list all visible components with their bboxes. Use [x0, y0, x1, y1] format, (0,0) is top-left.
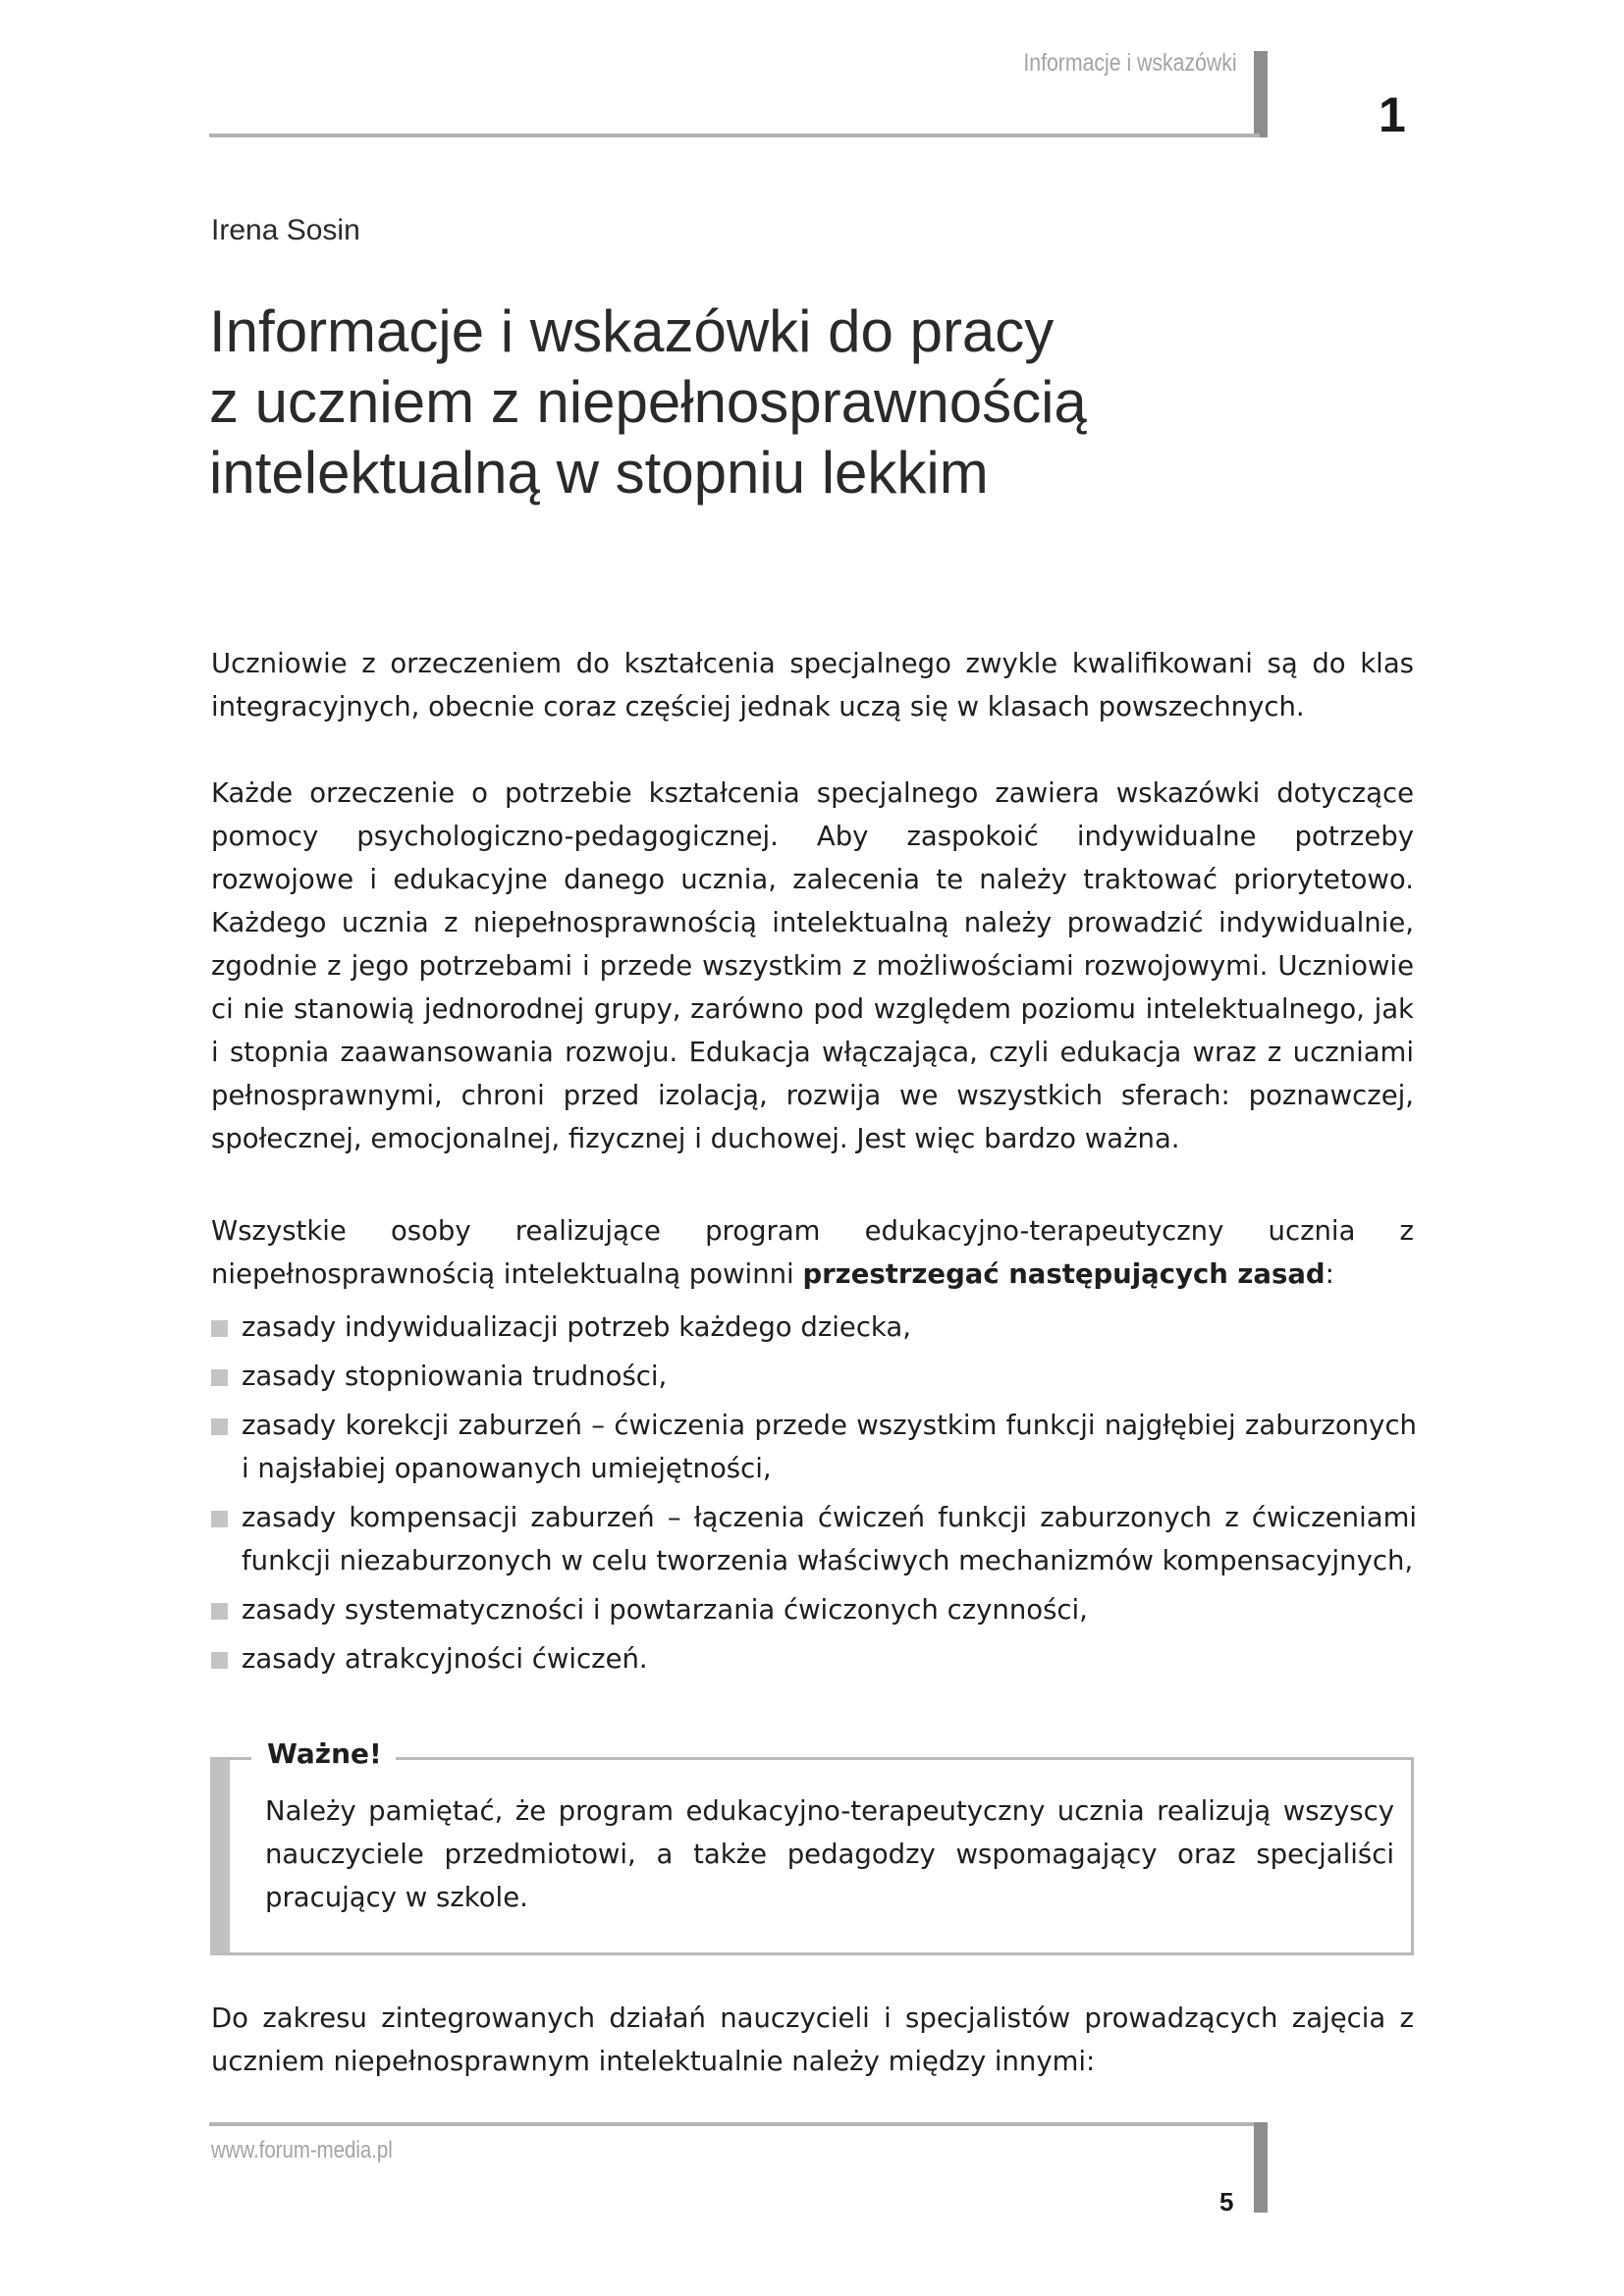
article-title [209, 296, 1289, 508]
list-item-text: zasady korekcji zaburzeń – ćwiczenia przede wszystkim funkcji najgłębiej zaburzonych i najsłabiej opanowanych umiejętności, [242, 1410, 1417, 1484]
square-bullet-icon [211, 1418, 228, 1435]
list-item-text: zasady systematyczności i powtarzania ćwiczonych czynności, [242, 1594, 1088, 1626]
header-divider [209, 133, 1260, 137]
rules-intro-colon: : [1325, 1258, 1334, 1290]
important-note-text: Należy pamiętać, że program edukacyjno-terapeutyczny ucznia realizują wszyscy nauczyciele przedmiotowi, a także pedagodzy wspomagający oraz specjaliści pracujący w szkole. [265, 1795, 1394, 1913]
author-name: Irena Sosin [211, 214, 360, 246]
rules-intro-text: Wszystkie osoby realizujące program edukacyjno-terapeutyczny ucznia z niepełnosprawnością intelektualną powinni [211, 1215, 1414, 1290]
list-item-text: zasady indywidualizacji potrzeb każdego dziecka, [242, 1311, 911, 1343]
paragraph-rules-intro [211, 1209, 1414, 1296]
list-item [211, 1496, 1417, 1582]
square-bullet-icon [211, 1320, 228, 1337]
paragraph-intro: Uczniowie z orzeczeniem do kształcenia specjalnego zwykle kwalifikowani są do klas integracyjnych, obecnie coraz częściej jednak uczą się w klasach powszechnych. [211, 648, 1414, 722]
list-item [211, 1637, 1417, 1681]
list-item [211, 1306, 1417, 1349]
title-line-2: z uczniem z niepełnosprawnością [209, 369, 1087, 435]
square-bullet-icon [211, 1652, 228, 1669]
important-note-box [210, 1737, 1414, 1955]
list-item-text: zasady kompensacji zaburzeń – łączenia ćwiczeń funkcji zaburzonych z ćwiczeniami funkcji niezaburzonych w celu tworzenia właściwych mechanizmów kompensacyjnych, [242, 1502, 1417, 1576]
paragraph-certificate: Każde orzeczenie o potrzebie kształcenia specjalnego zawiera wskazówki dotyczące pomocy psychologiczno-pedagogicznej. Aby zaspokoić indywidualne potrzeby rozwojowe i edukacyjne danego ucznia, zalecenia te należy traktować priorytetowo. Każdego ucznia z niepełnosprawnością intelektualną należy prowadzić indywidualnie, zgodnie z jego potrzebami i przede wszystkim z możliwościami rozwojowymi. Uczniowie ci nie stanowią jednorodnej grupy, zarówno pod względem poziomu intelektualnego, jak i stopnia zaawansowania rozwoju. Edukacja włączająca, czyli edukacja wraz z uczniami pełnosprawnymi, chroni przed izolacją, rozwija we wszystkich sferach: poznawczej, społecznej, emocjonalnej, fizycznej i duchowej. Jest więc bardzo ważna. [211, 777, 1414, 1154]
title-line-1: Informacje i wskazówki do pracy [209, 298, 1055, 364]
list-item-text: zasady stopniowania trudności, [242, 1361, 668, 1392]
list-item-text: zasady atrakcyjności ćwiczeń. [242, 1643, 648, 1675]
footer-website: www.forum-media.pl [211, 2137, 393, 2163]
list-item [211, 1404, 1417, 1490]
header-accent-bar [1254, 51, 1268, 137]
square-bullet-icon [211, 1603, 228, 1620]
chapter-number: 1 [1379, 87, 1406, 142]
title-line-3: intelektualną w stopniu lekkim [209, 440, 989, 506]
footer-accent-bar [1254, 2122, 1268, 2213]
square-bullet-icon [211, 1511, 228, 1527]
rules-list [211, 1306, 1417, 1686]
important-note-label: Ważne! [251, 1733, 396, 1776]
square-bullet-icon [211, 1369, 228, 1386]
page-number: 5 [1219, 2187, 1234, 2216]
footer-divider [209, 2122, 1260, 2126]
rules-intro-emphasis: przestrzegać następujących zasad [802, 1258, 1326, 1290]
list-item [211, 1588, 1417, 1631]
running-header-title: Informacje i wskazówki [1023, 49, 1237, 77]
list-item [211, 1355, 1417, 1398]
paragraph-integrated-actions: Do zakresu zintegrowanych działań nauczycieli i specjalistów prowadzących zajęcia z uczniem niepełnosprawnym intelektualnie należy między innymi: [211, 2002, 1414, 2077]
